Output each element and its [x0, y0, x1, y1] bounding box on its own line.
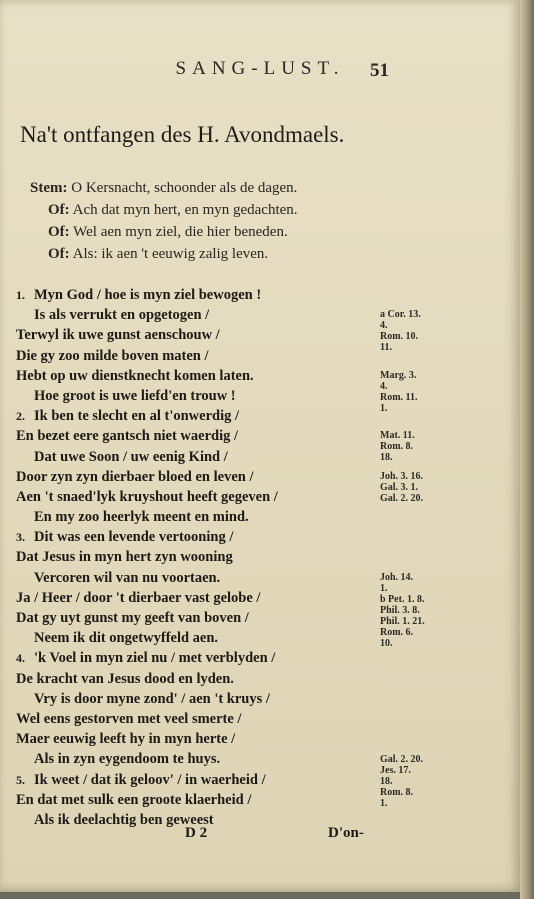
verse-number: 3. [16, 530, 25, 545]
verse-line [16, 648, 376, 668]
verse-line [16, 406, 376, 426]
verse-line [16, 305, 376, 325]
page-edge [520, 0, 534, 899]
verse-line [16, 770, 376, 790]
verse-line [16, 749, 376, 769]
tune-label: Of: [48, 202, 70, 218]
verse-text: Door zyn zyn dierbaer bloed en leven / [16, 468, 254, 485]
verse-text: En my zoo heerlyk meent en mind. [34, 509, 249, 526]
margin-reference: Mat. 11. Rom. 8. 18. [380, 430, 415, 464]
verse-line [16, 790, 376, 810]
running-head: SANG-LUST. [175, 58, 345, 79]
verse-text: Myn God / hoe is myn ziel bewogen ! [34, 287, 262, 303]
tune-label: Stem: [30, 180, 68, 196]
hymn-verses [16, 285, 376, 830]
verse-line [16, 426, 376, 446]
tune-line [30, 180, 500, 202]
verse-text: Wel eens gestorven met veel smerte / [16, 710, 242, 727]
verse-text: Dit was een levende vertooning / [34, 529, 234, 546]
verse-text: En dat met sulk een groote klaerheid / [16, 791, 252, 808]
verse-text: Als ik deelachtig ben geweest [34, 811, 214, 828]
verse-line [16, 689, 376, 709]
verse-text: 'k Voel in myn ziel nu / met verblyden / [34, 650, 276, 667]
tune-line [30, 202, 500, 224]
verse-line [16, 487, 376, 507]
tune-text: Als: ik aen 't eeuwig zalig leven. [72, 246, 269, 262]
verse-line [16, 568, 376, 588]
verse-number: 2. [16, 409, 25, 424]
verse-text: Is als verrukt en opgetogen / [34, 307, 210, 324]
verse-line [16, 588, 376, 608]
verse-number: 5. [16, 772, 25, 787]
margin-reference: Joh. 3. 16. Gal. 3. 1. Gal. 2. 20. [380, 470, 424, 504]
verse-text: Neem ik dit ongetwyffeld aen. [34, 630, 219, 647]
verse-line [16, 447, 376, 467]
verse-line [16, 507, 376, 527]
verse-text: Aen 't snaed'lyk kruyshout heeft gegeven / [16, 488, 278, 505]
verse-text: Ik weet / dat ik geloov' / in waerheid / [34, 771, 266, 788]
verse-line [16, 325, 376, 345]
verse-text: Maer eeuwig leeft hy in myn herte / [16, 731, 236, 748]
verse-line [16, 608, 376, 628]
tune-text: O Kersnacht, schoonder als de dagen. [71, 180, 298, 196]
page-number: 51 [370, 60, 389, 81]
verse-text: Dat gy uyt gunst my geeft van boven / [16, 610, 249, 626]
verse-text: Hoe groot is uwe liefd'en trouw ! [34, 387, 236, 404]
verse-text: En bezet eere gantsch niet waerdig / [16, 428, 239, 445]
tune-label: Of: [48, 246, 70, 262]
verse-line [16, 669, 376, 689]
verse-line [16, 527, 376, 547]
verse-text: Als in zyn eygendoom te huys. [34, 751, 221, 768]
verse-text: Dat uwe Soon / uw eenig Kind / [34, 448, 228, 465]
margin-reference: Marg. 3. 4. Rom. 11. 1. [380, 369, 418, 414]
verse-text: Vry is door myne zond' / aen 't kruys / [34, 690, 270, 707]
tune-text: Ach dat myn hert, en myn gedachten. [72, 202, 298, 218]
tune-label: Of: [48, 224, 70, 240]
margin-reference: Joh. 14. 1. b Pet. 1. 8. Phil. 3. 8. Phil. 1. 21. Rom. 6. 10. [380, 571, 425, 649]
verse-text: Vercoren wil van nu voortaen. [34, 569, 221, 586]
verse-text: Die gy zoo milde boven maten / [16, 347, 209, 364]
verse-text: Hebt op uw dienstknecht komen laten. [16, 367, 254, 384]
verse-line [16, 628, 376, 648]
verse-line [16, 346, 376, 366]
signature-mark: D 2 [185, 825, 208, 841]
tune-line [30, 224, 500, 246]
verse-line [16, 366, 376, 386]
verse-line [16, 729, 376, 749]
verse-text: Terwyl ik uwe gunst aenschouw / [16, 327, 220, 344]
verse-text: De kracht van Jesus dood en lyden. [16, 670, 234, 687]
margin-reference: Gal. 2. 20. Jes. 17. 18. Rom. 8. 1. [380, 753, 424, 809]
catchword: D'on- [328, 825, 364, 841]
verse-number: 4. [16, 651, 25, 666]
verse-line [16, 709, 376, 729]
page-title: Na't ontfangen des H. Avondmaels. [20, 122, 345, 147]
tune-indications [30, 180, 500, 268]
verse-text: Ik ben te slecht en al t'onwerdig / [34, 408, 240, 425]
tune-text: Wel aen myn ziel, die hier beneden. [73, 224, 288, 240]
verse-number: 1. [16, 288, 25, 302]
verse-line [16, 467, 376, 487]
verse-text: Dat Jesus in myn hert zyn wooning [16, 549, 233, 566]
verse-line [16, 285, 376, 305]
verse-text: Ja / Heer / door 't dierbaer vast gelobe / [16, 589, 261, 606]
margin-reference: a Cor. 13. 4. Rom. 10. 11. [380, 309, 421, 354]
tune-line [30, 246, 500, 268]
verse-line [16, 386, 376, 406]
verse-line [16, 547, 376, 567]
